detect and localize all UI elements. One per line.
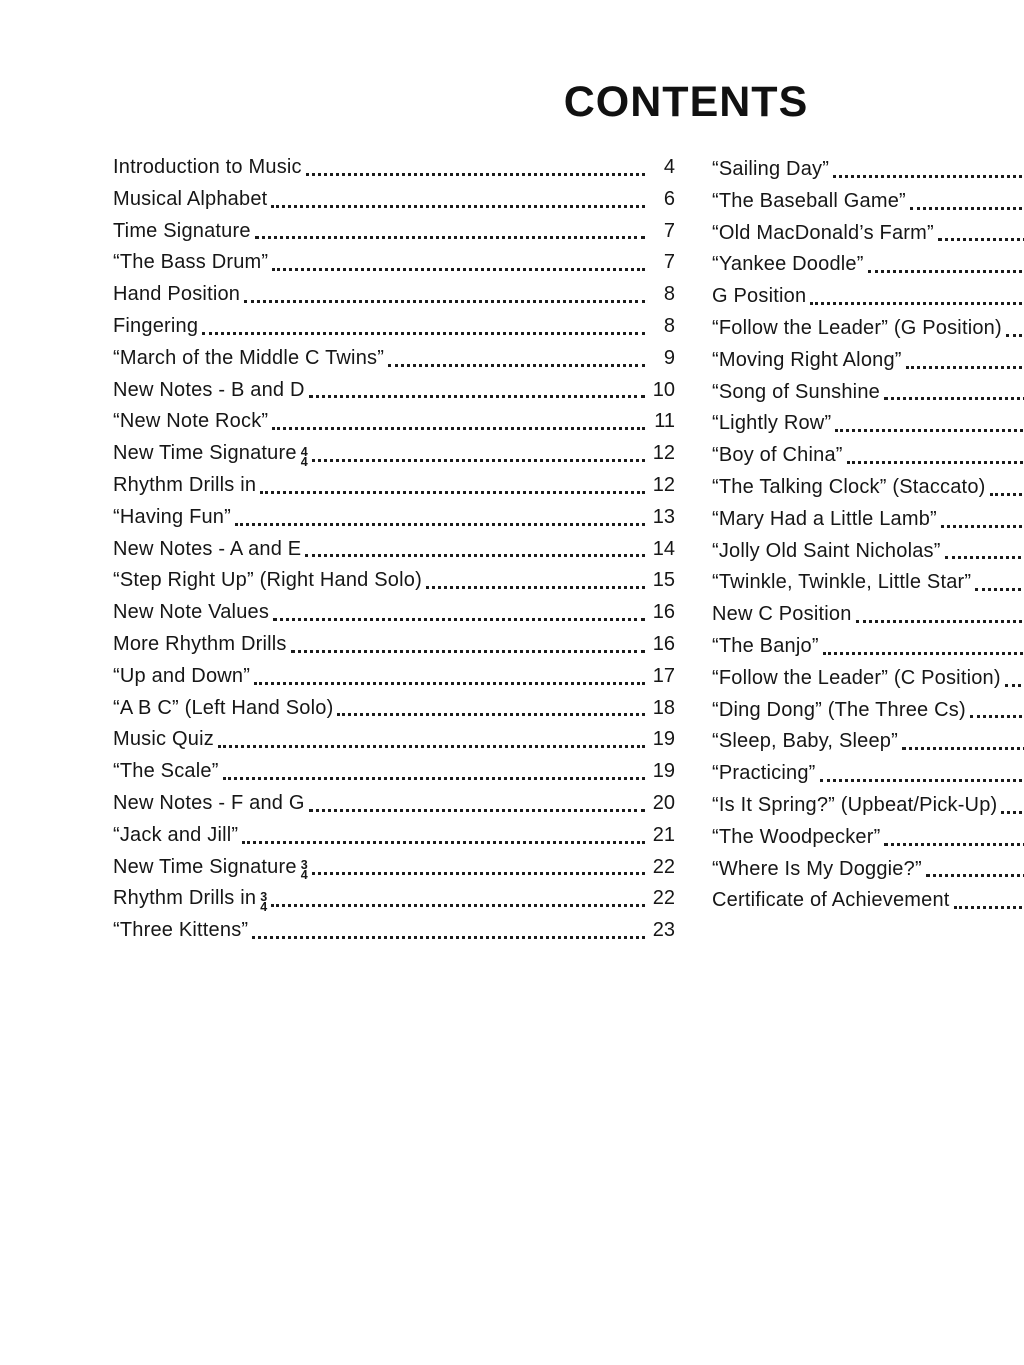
toc-entry-title: “Ding Dong” (The Three Cs) [712, 698, 966, 721]
toc-entry-page: 4 [663, 156, 675, 178]
toc-entry [113, 152, 675, 184]
toc-entry-title: “The Talking Clock” (Staccato) [712, 475, 986, 498]
toc-entry-title: “Sailing Day” [712, 158, 830, 180]
dot-leader [305, 534, 645, 558]
toc-entry-title: New Notes - B and D [113, 378, 305, 401]
toc-entry-title: “The Banjo” [712, 634, 819, 657]
toc-entry [113, 788, 675, 820]
toc-left-column [113, 152, 675, 947]
toc-entry-title: “Song of Sunshine [712, 380, 880, 403]
toc-entry [712, 249, 1024, 281]
time-signature-symbol [300, 444, 308, 469]
dot-leader [906, 345, 1024, 369]
toc-entry [712, 567, 1024, 599]
dot-leader [337, 693, 645, 717]
toc-entry [113, 247, 675, 279]
toc-entry-title: “March of the Middle C Twins” [113, 346, 385, 369]
toc-entry-page: 8 [663, 283, 675, 306]
toc-entry-title: Certificate of Achievement [712, 889, 950, 912]
dot-leader [312, 852, 645, 876]
dot-leader [910, 186, 1024, 210]
toc-entry [712, 536, 1024, 568]
toc-entry-title: “Having Fun” [113, 505, 231, 528]
toc-entry-page: 16 [652, 601, 675, 624]
toc-entry [113, 406, 675, 438]
dot-leader [902, 726, 1024, 750]
toc-entry-title: “Yankee Doodle” [712, 253, 864, 276]
dot-leader [223, 756, 645, 780]
toc-entry [113, 915, 675, 947]
dot-leader [271, 883, 645, 907]
dot-leader [271, 184, 645, 208]
toc-entry-title: “Jack and Jill” [113, 823, 239, 846]
toc-entry-page: 18 [652, 696, 675, 719]
toc-entry-title: New Notes - A and E [113, 537, 302, 560]
dot-leader [260, 470, 645, 494]
toc-entry [712, 854, 1024, 886]
toc-entry [712, 186, 1024, 218]
toc-entry-title: “The Baseball Game” [712, 189, 906, 212]
toc-entry-title: “The Scale” [113, 760, 219, 783]
toc-entry-title: Rhythm Drills in [113, 473, 257, 496]
toc-entry-page: 11 [654, 410, 675, 433]
toc-entry [712, 154, 1024, 186]
toc-entry [113, 724, 675, 756]
dot-leader [941, 504, 1024, 528]
toc-entry-title: “Follow the Leader” (G Position) [712, 316, 1002, 339]
toc-entry [712, 822, 1024, 854]
dot-leader [823, 631, 1024, 655]
toc-entry-title: “Practicing” [712, 762, 816, 785]
dot-leader [938, 218, 1024, 242]
dot-leader [235, 502, 645, 526]
toc-entry-page: 23 [652, 919, 675, 942]
dot-leader [426, 565, 645, 589]
toc-entry-page: 22 [652, 855, 675, 878]
toc-entry-page: 15 [652, 569, 675, 592]
toc-entry-page: 19 [652, 760, 675, 783]
toc-entry [712, 218, 1024, 250]
dot-leader [388, 343, 645, 367]
toc-entry-title: New Time Signature [113, 855, 297, 878]
dot-leader [954, 885, 1024, 909]
dot-leader [202, 311, 645, 335]
dot-leader [1006, 313, 1024, 337]
dot-leader [255, 216, 645, 240]
time-signature-symbol [260, 890, 268, 915]
toc-entry [712, 599, 1024, 631]
toc-entry [113, 629, 675, 661]
dot-leader [856, 599, 1024, 623]
toc-entry-title: New Note Values [113, 601, 270, 624]
toc-entry [113, 216, 675, 248]
toc-entry-title: New Notes - F and G [113, 791, 305, 814]
dot-leader [1001, 790, 1024, 814]
dot-leader [291, 629, 645, 653]
toc-entry-page: 12 [652, 442, 675, 465]
toc-entry-page: 17 [652, 664, 675, 687]
toc-entry [113, 438, 675, 470]
page-title: CONTENTS [563, 78, 809, 126]
toc-entry [712, 377, 1024, 409]
dot-leader [309, 788, 645, 812]
toc-entry-title: “The Bass Drum” [113, 251, 269, 274]
toc-entry [712, 790, 1024, 822]
dot-leader [218, 724, 645, 748]
toc-entry-title: “A B C” (Left Hand Solo) [113, 696, 334, 719]
dot-leader [242, 820, 645, 844]
dot-leader [884, 377, 1024, 401]
dot-leader [833, 154, 1024, 178]
toc-entry-title: Fingering [113, 314, 199, 337]
dot-leader [272, 247, 645, 271]
toc-entry [712, 345, 1024, 377]
toc-entry [113, 756, 675, 788]
toc-entry-title: New C Position [712, 603, 852, 626]
time-signature-top: 3 [300, 858, 308, 873]
dot-leader [975, 567, 1024, 591]
toc-entry [113, 693, 675, 725]
toc-entry-title: More Rhythm Drills [113, 632, 287, 655]
toc-entry [712, 313, 1024, 345]
dot-leader [272, 406, 645, 430]
toc-entry-title: Hand Position [113, 283, 241, 306]
toc-entry-title: “New Note Rock” [113, 410, 269, 433]
toc-entry-page: 21 [652, 823, 675, 846]
toc-entry-title: “Moving Right Along” [712, 348, 902, 371]
toc-entry-title: “Old MacDonald’s Farm” [712, 221, 934, 244]
toc-entry [113, 661, 675, 693]
dot-leader [970, 695, 1024, 719]
toc-entry-title: “Where Is My Doggie?” [712, 857, 922, 880]
toc-entry [113, 375, 675, 407]
dot-leader [810, 281, 1024, 305]
dot-leader [884, 822, 1024, 846]
time-signature-bottom: 4 [260, 900, 268, 915]
toc-entry-page: 16 [652, 632, 675, 655]
toc-entry [113, 534, 675, 566]
toc-entry [113, 883, 675, 915]
toc-entry-title: “Follow the Leader” (C Position) [712, 666, 1001, 689]
time-signature-top: 3 [260, 890, 268, 905]
dot-leader [820, 758, 1024, 782]
toc-entry-page: 7 [663, 251, 675, 274]
toc-entry-title: “Mary Had a Little Lamb” [712, 507, 937, 530]
toc-entry-title: “Three Kittens” [113, 919, 249, 942]
toc-columns [113, 152, 1024, 947]
toc-entry-title: “Is It Spring?” (Upbeat/Pick-Up) [712, 793, 998, 816]
toc-entry [712, 631, 1024, 663]
toc-entry [712, 440, 1024, 472]
toc-entry [113, 184, 675, 216]
toc-entry-page: 6 [663, 187, 675, 210]
toc-entry [113, 820, 675, 852]
dot-leader [926, 854, 1024, 878]
toc-entry-title: “The Woodpecker” [712, 825, 881, 848]
toc-entry [113, 343, 675, 375]
toc-entry [113, 502, 675, 534]
time-signature-bottom: 4 [300, 454, 308, 469]
toc-entry-title: “Twinkle, Twinkle, Little Star” [712, 571, 972, 594]
toc-entry-page: 12 [652, 473, 675, 496]
time-signature-bottom: 4 [300, 868, 308, 883]
toc-entry-page: 8 [663, 314, 675, 337]
toc-entry-page: 19 [652, 728, 675, 751]
toc-entry-title: Time Signature [113, 219, 251, 242]
toc-entry [712, 663, 1024, 695]
toc-entry-page: 9 [663, 346, 675, 369]
toc-entry-title: “Boy of China” [712, 444, 843, 467]
dot-leader [309, 375, 645, 399]
toc-entry-page: 10 [652, 378, 675, 401]
dot-leader [945, 536, 1024, 560]
time-signature-top: 4 [300, 444, 308, 459]
toc-entry-title: G Position [712, 285, 807, 308]
dot-leader [835, 408, 1024, 432]
toc-entry-title: Rhythm Drills in [113, 887, 257, 910]
dot-leader [847, 440, 1024, 464]
dot-leader [868, 249, 1024, 273]
toc-entry [712, 504, 1024, 536]
toc-entry [712, 695, 1024, 727]
toc-right-column [712, 152, 1024, 947]
dot-leader [252, 915, 645, 939]
toc-entry [113, 565, 675, 597]
toc-entry [712, 408, 1024, 440]
toc-entry-title: “Lightly Row” [712, 412, 832, 435]
toc-entry [113, 470, 675, 502]
toc-entry [113, 311, 675, 343]
toc-entry-title: “Up and Down” [113, 664, 251, 687]
dot-leader [1005, 663, 1024, 687]
toc-entry-page: 14 [652, 537, 675, 560]
toc-entry-page: 7 [663, 219, 675, 242]
dot-leader [306, 152, 645, 176]
toc-entry [113, 852, 675, 884]
toc-entry [712, 885, 1024, 917]
toc-entry-title: “Step Right Up” (Right Hand Solo) [113, 569, 422, 592]
toc-entry-title: Musical Alphabet [113, 187, 268, 210]
toc-entry-page: 20 [652, 791, 675, 814]
dot-leader [312, 438, 645, 462]
toc-entry [712, 726, 1024, 758]
dot-leader [273, 597, 645, 621]
toc-entry-title: Music Quiz [113, 728, 214, 751]
toc-entry-title: “Sleep, Baby, Sleep” [712, 730, 898, 753]
toc-entry-page: 13 [652, 505, 675, 528]
toc-entry [712, 758, 1024, 790]
toc-entry [113, 279, 675, 311]
time-signature-symbol [300, 858, 308, 883]
dot-leader [254, 661, 645, 685]
toc-entry [712, 281, 1024, 313]
toc-entry-page: 22 [652, 887, 675, 910]
toc-entry [113, 597, 675, 629]
dot-leader [990, 472, 1024, 496]
dot-leader [244, 279, 645, 303]
toc-entry-title: “Jolly Old Saint Nicholas” [712, 539, 941, 562]
toc-entry [712, 472, 1024, 504]
toc-entry-title: Introduction to Music [113, 156, 302, 178]
toc-entry-title: New Time Signature [113, 442, 297, 465]
